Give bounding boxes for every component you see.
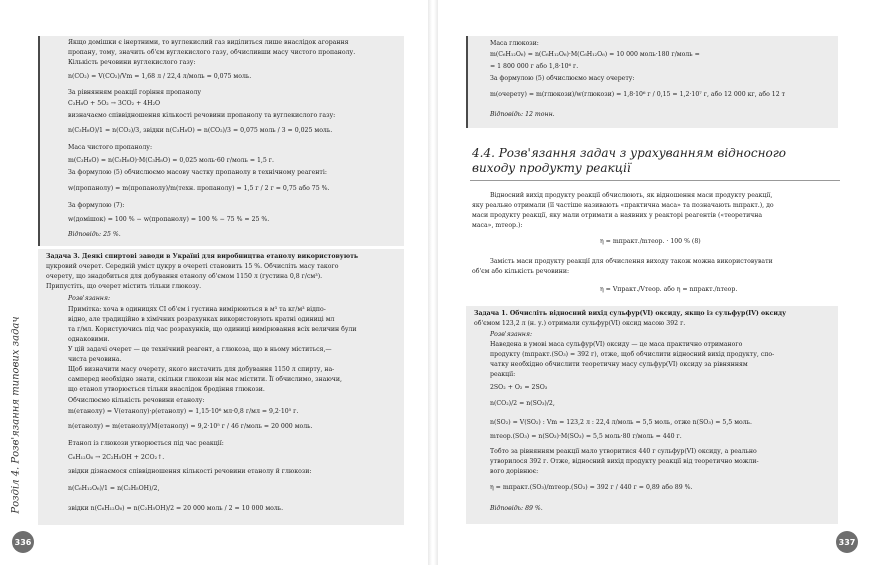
problem-statement: об'ємом 123,2 л (н. у.) отримали сульфур(VI) оксид масою 392 г. — [474, 320, 686, 327]
text-line: Тобто за рівнянням реакції мало утворитися 440 г сульфур(VI) оксиду, а реально — [490, 448, 757, 455]
formula-line: m(C₆H₁₂O₆) = n(C₆H₁₂O₆)·M(C₆H₁₂O₆) = 10 000 моль·180 г/моль = — [490, 51, 700, 58]
formula-line: m(етанолу) = V(етанолу)·ρ(етанолу) = 1,15·10⁶ мл·0,8 г/мл = 9,2·10⁵ г. — [68, 408, 299, 415]
formula-line: m(C₃H₈O) = n(C₃H₈O)·M(C₃H₈O) = 0,025 моль·60 г/моль = 1,5 г. — [68, 157, 274, 164]
text-line: визначаємо співвідношення кількості речовини пропанолу та вуглекислого газу: — [68, 112, 336, 119]
chapter-caption-text: Розділ 4. Розв'язання типових задач — [10, 316, 22, 514]
text-line: Кількість речовини вуглекислого газу: — [68, 59, 196, 66]
text-line: чиста речовина. — [68, 356, 122, 363]
body-text: об'єм або кількість речовини: — [472, 268, 570, 275]
formula-line: n(C₆H₁₂O₆)/1 = n(C₂H₅OH)/2, — [68, 485, 160, 492]
solution-heading: Розв'язання: — [68, 295, 111, 302]
text-line: Примітка: хоча в одиницях СІ об'єм і густина вимірюються в м³ та кг/м³ відпо- — [68, 306, 326, 313]
formula-line: w(домішок) = 100 % − w(пропанолу) = 100 % − 75 % = 25 %. — [68, 216, 270, 223]
problem-statement: Припустіть, що очерет містить тільки глюкозу. — [46, 283, 202, 290]
box-accent-bar — [38, 36, 40, 246]
formula-line: n(CO₂) = V(CO₂)/Vm = 1,68 л / 22,4 л/моль = 0,075 моль. — [68, 73, 252, 80]
text-line: Маса глюкози: — [490, 40, 539, 47]
solution-box-top — [466, 36, 838, 128]
body-text: Відносний вихід продукту реакції обчислюють, як відношення маси продукту реакції, — [490, 192, 773, 199]
reaction-equation: C₃H₈O + 5O₂ → 3CO₂ + 4H₂O — [68, 100, 161, 107]
text-line: Обчислюємо кількість речовини етанолу: — [68, 397, 205, 404]
text-line: відно, але традиційно в хімічних розрахунках використовують кратні одиниці мл — [68, 316, 335, 323]
formula-line: n(SO₂) = V(SO₂) : Vm = 123,2 л : 22,4 л/моль = 5,5 моль, отже n(SO₃) = 5,5 моль. — [490, 419, 753, 426]
problem-box-1 — [466, 306, 838, 524]
solution-box-1 — [38, 36, 404, 246]
body-text: яку реально отримали (її частіше називають «практична маса» та позначають mпракт.), до — [472, 202, 774, 209]
formula-line: m(очерету) = m(глюкози)/w(глюкози) = 1,8·10⁶ г / 0,15 = 1,2·10⁷ г, або 12 000 кг, або 12 т — [490, 91, 786, 98]
body-text: маса», mтеор.): — [472, 222, 523, 229]
problem-statement: Задача 3. Деякі спиртові заводи в Україні для виробництва етанолу використовують — [46, 253, 359, 260]
section-underline — [470, 180, 840, 181]
text-line: утворилося 392 г. Отже, відносний вихід продукту реакції від теоретично можли- — [490, 458, 759, 465]
formula-line: w(пропанолу) = m(пропанолу)/m(техн. пропанолу) = 1,5 г / 2 г = 0,75 або 75 %. — [68, 185, 330, 192]
body-text: Замість маси продукту реакції для обчислення виходу також можна використовувати — [490, 258, 773, 265]
text-line: За формулою (5) обчислюємо масову частку пропанолу в технічному реагенті: — [68, 169, 327, 176]
problem-box-3 — [38, 249, 404, 525]
text-line: та г/мл. Користуючись під час розрахунків, що одиниці вимірювання всіх величин були — [68, 326, 357, 333]
text-line: чатку необхідно обчислити теоретичну масу сульфур(VI) оксиду за рівнянням — [490, 361, 748, 368]
side-chapter-caption — [4, 300, 28, 530]
text-line: вого дорівнює: — [490, 468, 539, 475]
problem-statement: Задача 1. Обчисліть відносний вихід сульфур(VI) оксиду, якщо із сульфур(IV) оксиду — [474, 310, 787, 317]
box-accent-bar — [466, 36, 468, 128]
formula-line: η = mпракт.(SO₃)/mтеор.(SO₃) = 392 г / 440 г = 0,89 або 89 %. — [490, 484, 693, 491]
text-line: За рівнянням реакції горіння пропанолу — [68, 89, 202, 96]
text-line: Наведена в умові маса сульфур(VI) оксиду — це маса практично отриманого — [490, 341, 743, 348]
formula-line: mтеор.(SO₃) = n(SO₃)·M(SO₃) = 5,5 моль·80 г/моль = 440 г. — [490, 433, 682, 440]
text-line: пропану, тому, значить об'єм вуглекислого газу, обчисливши масу чистого пропанолу. — [68, 49, 356, 56]
text-line: За формулою (5) обчислюємо масу очерету: — [490, 75, 635, 82]
text-line: У цій задачі очерет — це технічний реагент, а глюкоза, що в ньому міститься,— — [68, 346, 332, 353]
answer-line: Відповідь: 89 %. — [490, 505, 543, 512]
formula-line: n(етанолу) = m(етанолу)/M(етанолу) = 9,2·10⁵ г / 46 г/моль = 20 000 моль. — [68, 423, 313, 430]
text-line: Щоб визначити масу очерету, якого вистачить для добування 1150 л спирту, на- — [68, 366, 335, 373]
reaction-equation: 2SO₂ + O₂ = 2SO₃ — [490, 384, 548, 391]
page-number-right: 337 — [836, 531, 858, 553]
text-line: що етанол утворюється тільки внаслідок бродіння глюкози. — [68, 386, 265, 393]
text-line: самперед необхідно знати, скільки глюкози він має містити. Її обчислимо, знаючи, — [68, 376, 342, 383]
formula-line: звідки n(C₆H₁₂O₆) = n(C₂H₅OH)/2 = 20 000 моль / 2 = 10 000 моль. — [68, 505, 284, 512]
book-gutter — [428, 0, 438, 565]
problem-statement: очерету, що знадобиться для добування етанолу об'ємом 1150 л (густина 0,8 г/см³). — [46, 273, 323, 280]
formula-line: = 1 800 000 г або 1,8·10⁶ г. — [490, 63, 579, 70]
answer-line: Відповідь: 12 тонн. — [490, 111, 555, 118]
body-text: маси продукту реакції, яку мали отримати а наявних у реакторі реагентів («теоретична — [472, 212, 763, 219]
yield-formula-alt: η = Vпракт./Vтеор. або η = nпракт./nтеор. — [600, 286, 738, 293]
reaction-equation: C₆H₁₂O₆ → 2C₂H₅OH + 2CO₂↑. — [68, 454, 165, 461]
text-line: Етанол із глюкози утворюється під час реакції: — [68, 440, 224, 447]
text-line: Якщо домішки є інертними, то вуглекислий газ виділиться лише внаслідок агорання — [68, 39, 349, 46]
text-line: За формулою (7): — [68, 202, 125, 209]
text-line: реакції: — [490, 371, 516, 378]
text-line: однаковими. — [68, 336, 110, 343]
formula-line: n(CO₂)/2 = n(SO₃)/2, — [490, 400, 555, 407]
solution-heading: Розв'язання: — [490, 331, 533, 338]
text-line: Маса чистого пропанолу: — [68, 144, 153, 151]
section-title: 4.4. Розв'язання задач з урахуванням відносного виходу продукту реакції — [472, 146, 787, 175]
yield-formula: η = mпракт./mтеор. · 100 % (8) — [600, 238, 701, 245]
problem-statement: цукровий очерет. Середній уміст цукру в очереті становить 15 %. Обчисліть масу такого — [46, 263, 339, 270]
left-page — [0, 0, 428, 565]
answer-line: Відповідь: 25 %. — [68, 231, 121, 238]
text-line: звідки дізнаємося співвідношення кількості речовини етанолу й глюкози: — [68, 468, 312, 475]
page-number-left: 336 — [12, 531, 34, 553]
formula-line: n(C₃H₈O)/1 = n(CO₂)/3, звідки n(C₃H₈O) = n(CO₂)/3 = 0,075 моль / 3 = 0,025 моль. — [68, 127, 333, 134]
text-line: продукту (mпракт.(SO₃) = 392 г), отже, щоб обчислити відносний вихід продукту, спо- — [490, 351, 775, 358]
